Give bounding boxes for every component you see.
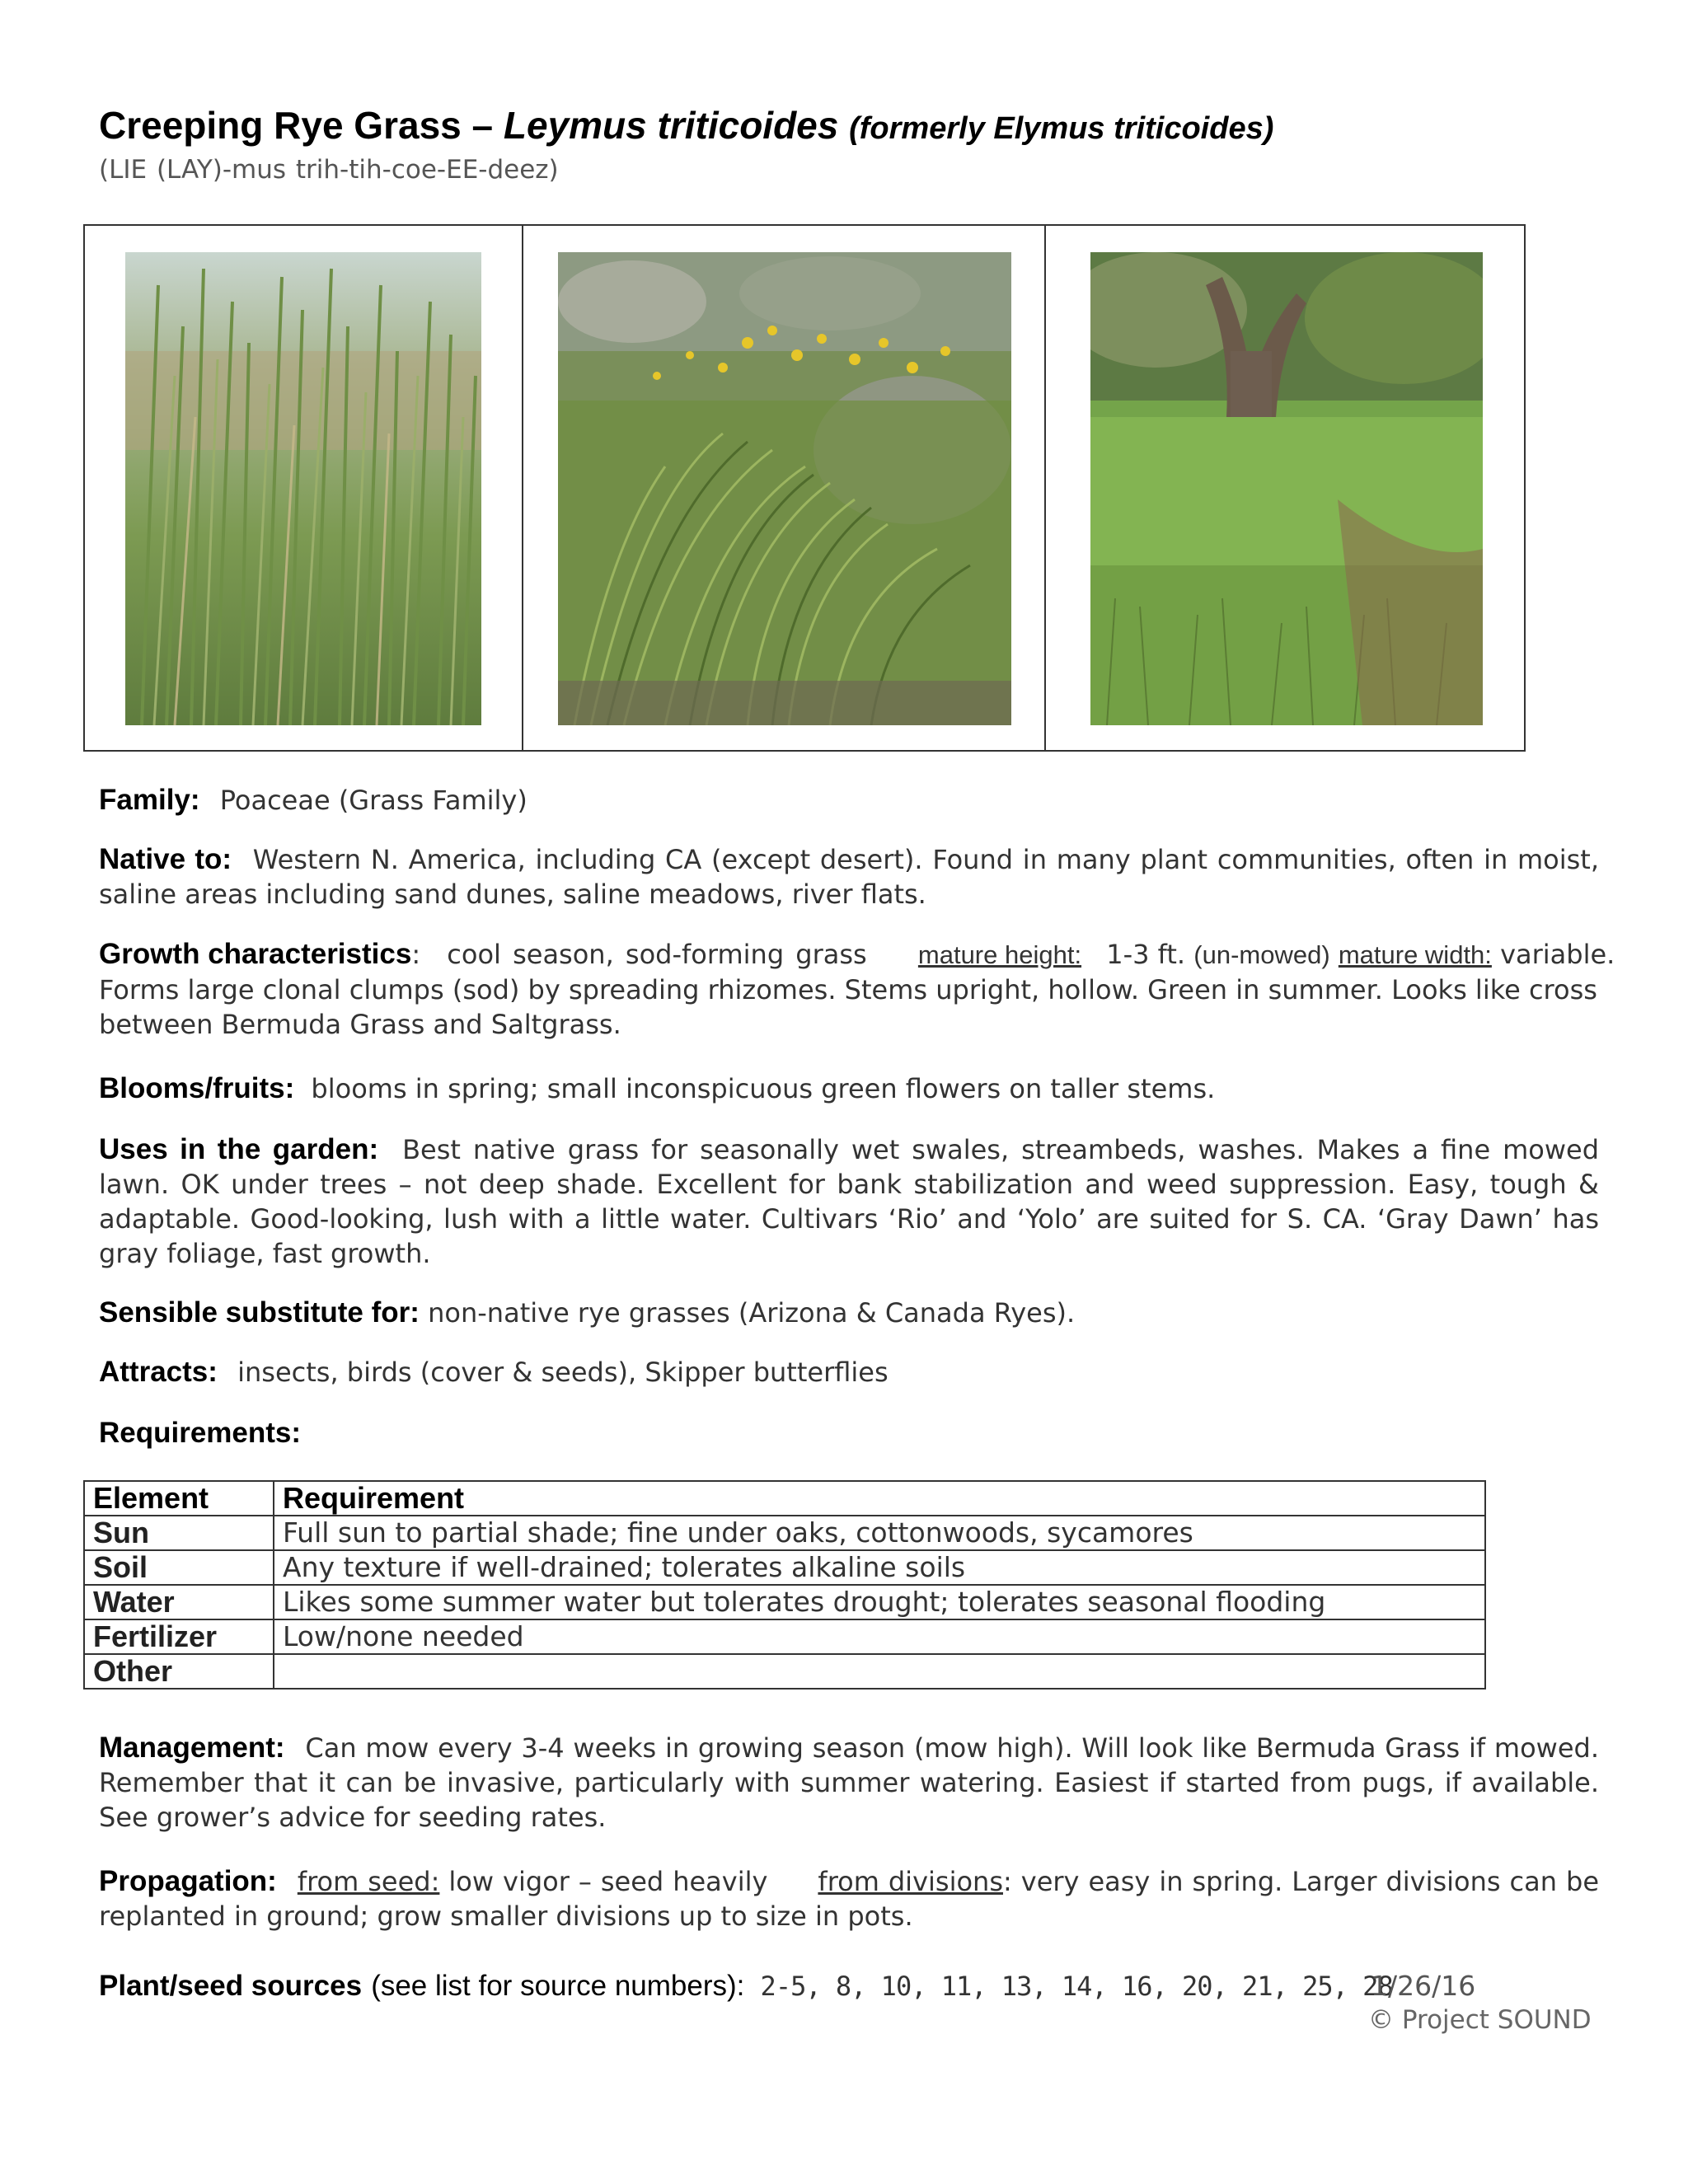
- blooms-section: [99, 1071, 1599, 1106]
- propagation-label: Propagation:: [99, 1865, 277, 1897]
- scientific-name: Leymus triticoides: [503, 104, 839, 147]
- uses-section: [99, 1132, 1599, 1271]
- sheet-date: 1/26/16: [1371, 1970, 1476, 2002]
- growth-text2: variable. Forms large clonal clumps (sod) by spreading rhizomes. Stems upright, hollow. Green in summer. Looks like cross between Bermuda Grass and Saltgrass.: [99, 939, 1615, 1040]
- from-divisions-text: : very easy in spring. Larger divisions can be replanted in ground; grow smaller divisions up to size in pots.: [99, 1866, 1600, 1932]
- grass-garden-image: [558, 252, 1011, 725]
- sources-note: (see list for source numbers):: [371, 1970, 745, 2002]
- row-value: Likes some summer water but tolerates drought; tolerates seasonal flooding: [274, 1585, 1485, 1619]
- family-section: [99, 783, 1599, 818]
- uses-label: Uses in the garden:: [99, 1133, 379, 1165]
- blooms-label: Blooms/fruits:: [99, 1072, 295, 1104]
- photo-cell-1: [85, 226, 523, 750]
- photo-cell-3: [1046, 226, 1524, 750]
- sources-section: [99, 1970, 1393, 2003]
- tall-grass-image: [125, 252, 481, 725]
- growth-colon: :: [411, 939, 421, 970]
- former-name: (formerly Elymus triticoides): [849, 111, 1274, 146]
- blooms-text: blooms in spring; small inconspicuous green flowers on taller stems.: [311, 1073, 1216, 1104]
- row-value: Any texture if well-drained; tolerates alkaline soils: [274, 1550, 1485, 1585]
- family-text: Poaceae (Grass Family): [219, 785, 528, 816]
- photo-tall-grass: [125, 252, 481, 725]
- row-element: Fertilizer: [84, 1619, 274, 1654]
- substitute-section: [99, 1296, 1599, 1330]
- table-row: [84, 1619, 1485, 1654]
- management-text: Can mow every 3-4 weeks in growing season (mow high). Will look like Bermuda Grass if mowed. Remember that it can be invasive, particularly with summer watering. Easiest if started from pugs, if available. See grower’s advice for seeding rates.: [99, 1732, 1600, 1833]
- row-value: [274, 1654, 1485, 1689]
- copyright: © Project SOUND: [1368, 2005, 1592, 2035]
- pronunciation: (LIE (LAY)-mus trih-tih-coe-EE-deez): [99, 155, 559, 185]
- attracts-section: [99, 1355, 1599, 1390]
- row-element: Water: [84, 1585, 274, 1619]
- table-row: [84, 1516, 1485, 1550]
- requirements-heading: [99, 1416, 1599, 1451]
- row-value: Low/none needed: [274, 1619, 1485, 1654]
- family-label: Family:: [99, 784, 200, 816]
- sources-numbers: 2-5, 8, 10, 11, 13, 14, 16, 20, 21, 25, 28: [760, 1971, 1393, 2002]
- from-seed-text: low vigor – seed heavily: [448, 1866, 768, 1897]
- photo-grass-lawn: [1090, 252, 1483, 725]
- native-label: Native to:: [99, 843, 232, 875]
- grass-lawn-image: [1090, 252, 1483, 725]
- photo-strip: [83, 224, 1526, 752]
- native-text: Western N. America, including CA (except desert). Found in many plant communities, often in moist, saline areas including sand dunes, saline meadows, river flats.: [99, 844, 1600, 910]
- from-seed-label: from seed:: [297, 1866, 440, 1897]
- native-section: [99, 842, 1599, 912]
- sources-label: Plant/seed sources: [99, 1970, 363, 2002]
- row-element: Other: [84, 1654, 274, 1689]
- table-header-row: [84, 1481, 1485, 1516]
- substitute-label: Sensible substitute for:: [99, 1296, 420, 1329]
- growth-label: Growth characteristics: [99, 938, 412, 970]
- row-element: Sun: [84, 1516, 274, 1550]
- uses-text: Best native grass for seasonally wet swales, streambeds, washes. Makes a fine mowed lawn. OK under trees – not deep shade. Excellent for bank stabilization and weed suppression. Easy, tough & adaptable. Good-looking, lush with a little water. Cultivars ‘Rio’ and ‘Yolo’ are suited for S. CA. ‘Gray Dawn’ has gray foliage, fast growth.: [99, 1134, 1599, 1269]
- management-section: [99, 1731, 1599, 1835]
- requirements-label: Requirements:: [99, 1417, 302, 1449]
- growth-section: [99, 937, 1624, 1042]
- substitute-text: non-native rye grasses (Arizona & Canada Ryes).: [428, 1297, 1076, 1329]
- row-value: Full sun to partial shade; fine under oaks, cottonwoods, sycamores: [274, 1516, 1485, 1550]
- mature-height-note: (un-mowed): [1193, 940, 1330, 969]
- propagation-section: [99, 1864, 1599, 1933]
- col-requirement: Requirement: [274, 1481, 1485, 1516]
- attracts-label: Attracts:: [99, 1356, 218, 1388]
- attracts-text: insects, birds (cover & seeds), Skipper butterflies: [237, 1357, 889, 1388]
- table-row: [84, 1550, 1485, 1585]
- mature-height-value: 1-3 ft.: [1106, 939, 1186, 970]
- requirements-table: [83, 1480, 1486, 1690]
- photo-cell-2: [523, 226, 1046, 750]
- table-row: [84, 1654, 1485, 1689]
- col-element: Element: [84, 1481, 274, 1516]
- row-element: Soil: [84, 1550, 274, 1585]
- photo-grass-garden: [558, 252, 1011, 725]
- mature-height-label: mature height:: [917, 940, 1082, 969]
- table-row: [84, 1585, 1485, 1619]
- mature-width-label: mature width:: [1338, 940, 1492, 969]
- page-title: [99, 103, 1273, 148]
- management-label: Management:: [99, 1732, 285, 1764]
- from-divisions-label: from divisions: [818, 1866, 1003, 1897]
- growth-text1: cool season, sod-forming grass: [447, 939, 867, 970]
- common-name: Creeping Rye Grass –: [99, 104, 494, 147]
